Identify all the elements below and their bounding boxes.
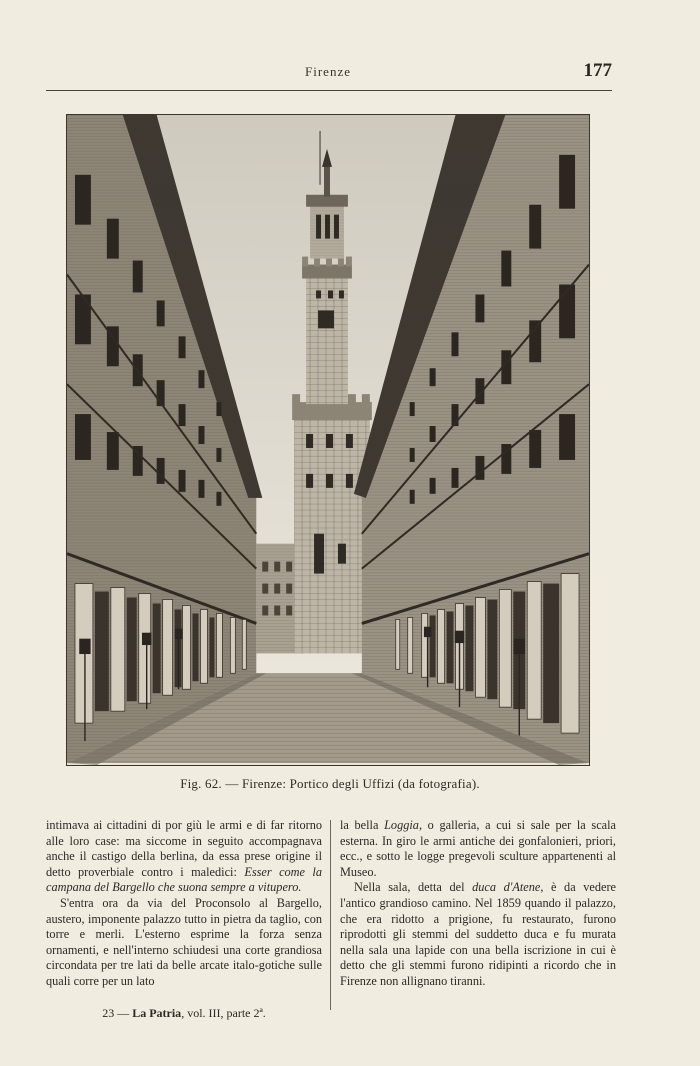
page-header-title: Firenze [305,64,351,79]
header-rule [46,90,612,91]
paragraph [46,818,322,896]
text-run: Nella sala, detta del [354,880,473,895]
text-run: , o galleria, a cui si sale per la scala esterna. In giro le armi antiche dei gonfalonieri, priori, ecc., e sotto le logge pregevoli sculture appartenenti al Museo. [340,818,616,879]
emphasis-term: Loggia [384,818,419,832]
sheet-number: 23 — [102,1006,130,1020]
text-run: la bella [340,818,385,832]
paragraph [340,818,616,880]
footer-signature [46,1006,322,1021]
emphasis-term: duca d'Atene [472,880,541,895]
uffizi-engraving [66,114,590,766]
volume-info: , vol. III, parte 2ª. [181,1006,266,1020]
paragraph: S'entra ora da via del Proconsolo al Bargello, austero, imponente palazzo tutto in pietra da taglio, con torre e merli. L'esterno esprime la forza senza ornamenti, e nell'interno schiudesi una corte grandiosa circondata per tre lati da belle arcate italo-gotiche sulle quali corre per un lato [46,895,322,988]
column-divider [330,820,331,1010]
figure-caption: Fig. 62. — Firenze: Portico degli Uffizi (da fotografia). [180,776,480,791]
text-run: intimava ai cittadini di por giù le armi e di far ritorno alle loro case: ma siccome in seguito accompagnava anche il castigo della berlina, da essa prese origine il detto proverbiale contro i maledici: [46,818,322,879]
proverb-quote: Esser come la campana del Bargello che suona sempre a vitupero. [46,864,323,895]
text-column-right [340,818,616,990]
text-run: , è da vedere l'antico grandioso camino. Nel 1859 quando il palazzo, che era ridotto a prigione, fu restaurato, furono riprodotti gli stemmi del suddetto duca e fu murata nella sala una lapide con una bella iscrizione in cui è detto che gli stemmi furono ridipinti a ricordo che in Firenze non allignano tiranni. [340,880,616,988]
paragraph [340,880,616,989]
page-number: 177 [583,60,612,81]
text-column-left [46,818,322,990]
publication-title: La Patria [132,1006,182,1020]
